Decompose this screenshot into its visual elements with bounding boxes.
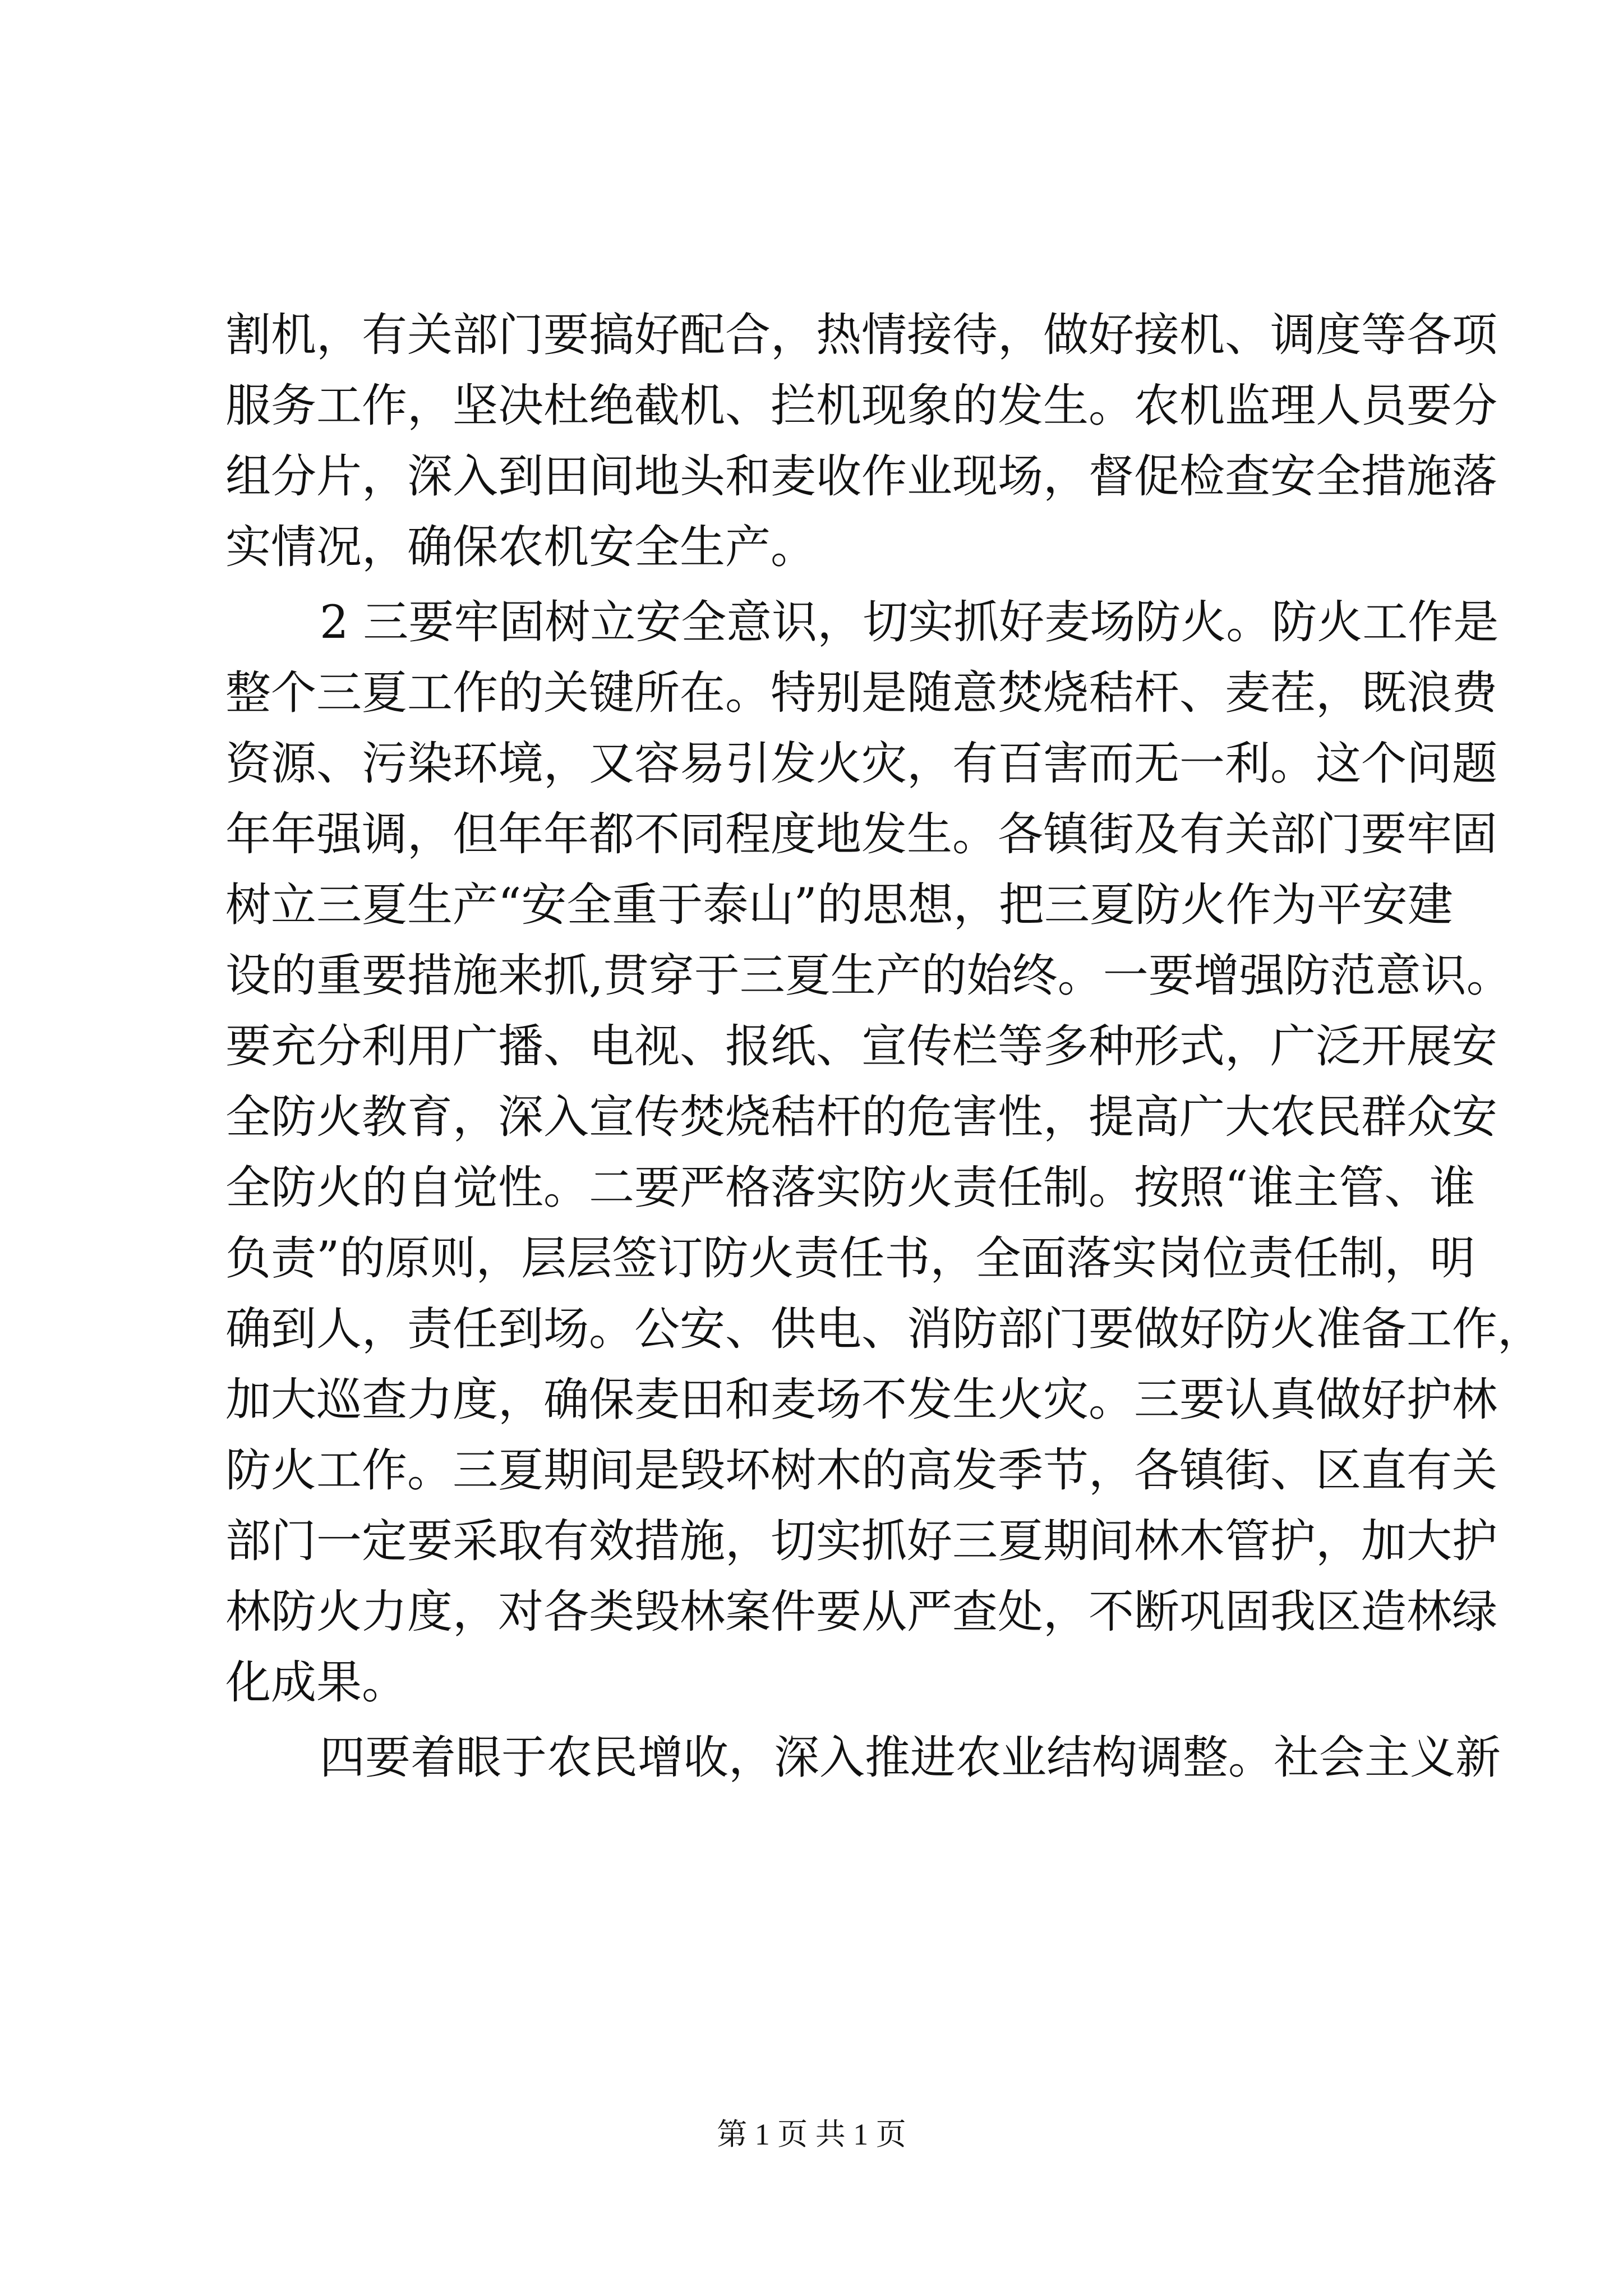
text-line: 全防火的自觉性。二要严格落实防火责任制。按照“谁主管、谁 — [225, 1162, 1476, 1214]
text-line: 加大巡查力度，确保麦田和麦场不发生火灾。三要认真做好护林 — [225, 1374, 1498, 1427]
text-line: 部门一定要采取有效措施，切实抓好三夏期间林木管护，加大护 — [225, 1515, 1498, 1568]
text-line: 割机，有关部门要搞好配合，热情接待，做好接机、调度等各项 — [225, 309, 1498, 362]
text-line: 组分片，深入到田间地头和麦收作业现场，督促检查安全措施落 — [225, 450, 1498, 503]
text-line: 防火工作。三夏期间是毁坏树木的高发季节，各镇街、区直有关 — [225, 1444, 1498, 1497]
text-line: 全防火教育，深入宣传焚烧秸杆的危害性，提高广大农民群众安 — [225, 1091, 1498, 1144]
text-line: 树立三夏生产“安全重于泰山”的思想，把三夏防火作为平安建 — [225, 879, 1453, 932]
document-body — [225, 300, 1543, 1793]
text-line: 资源、污染环境，又容易引发火灾，有百害而无一利。这个问题 — [225, 738, 1498, 790]
text-line: 要充分利用广播、电视、报纸、宣传栏等多种形式，广泛开展安 — [225, 1020, 1498, 1073]
paragraph-gap — [225, 583, 1412, 587]
text-line: 实情况，确保农机安全生产。 — [225, 521, 817, 574]
text-line: 四要着眼于农民增收，深入推进农业结构调整。社会主义新 — [320, 1732, 1501, 1784]
text-line: 确到人，责任到场。公安、供电、消防部门要做好防火准备工作， — [225, 1303, 1543, 1356]
text-line: 服务工作，坚决杜绝截机、拦机现象的发生。农机监理人员要分 — [225, 380, 1498, 432]
paragraph — [225, 1723, 1501, 1793]
paragraph — [225, 300, 1498, 583]
page-number-footer: 第 1 页 共 1 页 — [717, 2118, 906, 2151]
text-line: 年年强调，但年年都不同程度地发生。各镇街及有关部门要牢固 — [225, 808, 1498, 861]
paragraph — [225, 587, 1543, 1718]
text-line: 林防火力度，对各类毁林案件要从严查处，不断巩固我区造林绿 — [225, 1586, 1498, 1639]
text-line: 2 三要牢固树立安全意识，切实抓好麦场防火。防火工作是 — [320, 596, 1499, 649]
text-line: 化成果。 — [225, 1657, 408, 1709]
text-line: 整个三夏工作的关键所在。特别是随意焚烧秸杆、麦茬，既浪费 — [225, 667, 1498, 720]
text-line: 负责”的原则，层层签订防火责任书，全面落实岗位责任制，明 — [225, 1232, 1476, 1285]
paragraph-gap — [225, 1718, 1412, 1723]
text-line: 设的重要措施来抓,贯穿于三夏生产的始终。一要增强防范意识。 — [225, 950, 1512, 1002]
